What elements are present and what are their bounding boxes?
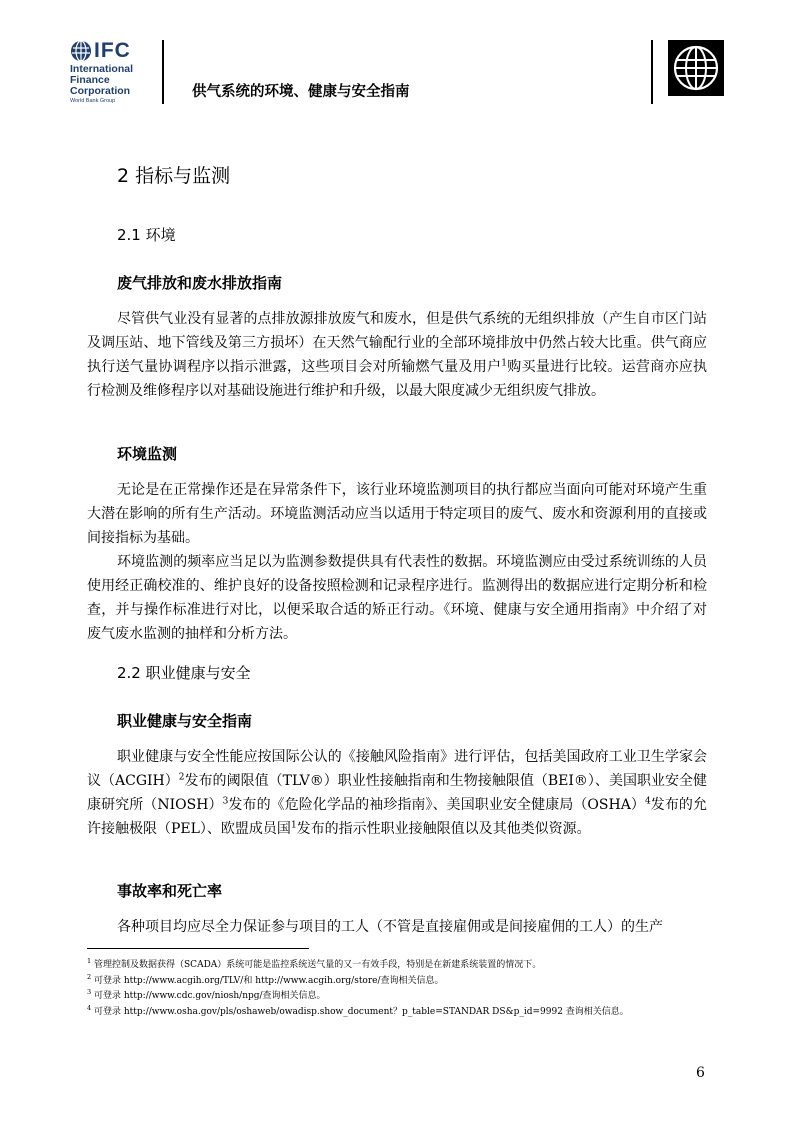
footnote-text: 可登录 http://www.cdc.gov/niosh/npg/查询相关信息。 xyxy=(94,991,326,1001)
ohs-text-e: 发布的指示性职业接触限值以及其他类似资源。 xyxy=(296,821,591,837)
subsection-heading-environment: 2.1 环境 xyxy=(117,226,176,244)
footnote-ref: 1 xyxy=(501,358,508,369)
footnotes xyxy=(87,958,727,1020)
footnote-ref: 3 xyxy=(222,796,229,807)
ifc-line: Finance xyxy=(70,74,110,86)
monitoring-text-1: 无论是在正常操作还是在异常条件下，该行业环境监测项目的执行都应当面向可能对环境产生重大潜在影响的所有生产活动。环境监测活动应当以适用于特定项目的废气、废水和资源利用的直接或间接指标为基础。 xyxy=(87,482,707,546)
footnote-divider xyxy=(87,948,309,949)
ifc-sub: World Bank Group xyxy=(70,98,116,104)
heading-accident: 事故率和死亡率 xyxy=(117,882,223,900)
subsection-heading-ohs: 2.2 职业健康与安全 xyxy=(117,664,251,682)
header-title: 供气系统的环境、健康与安全指南 xyxy=(192,84,410,100)
paragraph-monitoring xyxy=(87,478,707,646)
ohs-text-c: 发布的《危险化学品的袖珍指南》、美国职业安全健康局（OSHA） xyxy=(228,797,645,813)
world-bank-logo xyxy=(668,40,724,96)
ohs-text-a: 职业健康与安全性能应按国际公认的《接触风险指南》进行评估，包括美国政府工业卫生学家会议（ACGIH） xyxy=(87,749,707,789)
emissions-text-tail: 购买量进行比较。运营商亦应执行检测及维修程序以对基础设施进行维护和升级，以最大限度减少无组织废气排放。 xyxy=(87,359,708,399)
footnote-ref: 1 xyxy=(290,820,297,831)
emissions-text: 尽管供气业没有显著的点排放源排放废气和废水，但是供气系统的无组织排放（产生自市区门站及调压站、地下管线及第三方损坏）在天然气输配行业的全部环境排放中仍然占较大比重。供气商应执行送气量协调程序以指示泄露，这些项目会对所输燃气量及用户 xyxy=(87,311,707,375)
ohs-text-d: 发布的允许接触极限（PEL）、欧盟成员国 xyxy=(87,797,708,837)
heading-monitoring: 环境监测 xyxy=(117,445,178,463)
ifc-line: Corporation xyxy=(70,85,131,97)
footnote-item xyxy=(87,1005,727,1021)
footnote-number: 2 xyxy=(87,972,92,981)
footnote-text: 管理控制及数据获得（SCADA）系统可能是监控系统送气量的又一有效手段，特别是在新建系统装置的情况下。 xyxy=(94,960,542,970)
footnote-number: 3 xyxy=(87,988,92,996)
heading-ohs-guide: 职业健康与安全指南 xyxy=(117,712,253,730)
footnote-number: 1 xyxy=(87,957,92,965)
paragraph-ohs xyxy=(87,745,707,841)
page-number: 6 xyxy=(696,1065,705,1081)
heading-emissions: 废气排放和废水排放指南 xyxy=(117,274,283,292)
monitoring-text-2: 环境监测的频率应当足以为监测参数提供具有代表性的数据。环境监测应由受过系统训练的人员使用经正确校准的、维护良好的设备按照检测和记录程序进行。监测得出的数据应进行定期分析和检查，并与操作标准进行对比，以便采取合适的矫正行动。《环境、健康与安全通用指南》中介绍了对废气废水监测的抽样和分析方法。 xyxy=(87,554,707,642)
ifc-line: International xyxy=(70,63,134,75)
accident-text: 各种项目均应尽全力保证参与项目的工人（不管是直接雇佣或是间接雇佣的工人）的生产 xyxy=(117,919,663,935)
footnote-ref: 4 xyxy=(644,796,651,807)
footnote-number: 4 xyxy=(87,1003,92,1012)
ifc-letters: IFC xyxy=(94,39,131,62)
footnote-text: 可登录 http://www.acgih.org/TLV/和 http://www.acgih.org/store/查询相关信息。 xyxy=(94,975,444,986)
footnote-ref: 2 xyxy=(178,772,185,783)
footnote-item xyxy=(87,974,727,990)
ohs-text-b: 发布的阈限值（TLV®）职业性接触指南和生物接触限值（BEI®）、美国职业安全健康研究所（NIOSH） xyxy=(87,773,708,813)
header-divider-left xyxy=(162,40,164,104)
paragraph-accident xyxy=(87,915,707,939)
ifc-logo xyxy=(70,40,165,108)
world-bank-globe-icon xyxy=(668,40,724,96)
header-divider-right xyxy=(651,40,653,104)
paragraph-emissions xyxy=(87,307,707,403)
footnote-text: 可登录 http://www.osha.gov/pls/oshaweb/owadisp.show_document？p_table=STANDAR DS&p_id=9992 查询相关信息。 xyxy=(94,1006,629,1017)
section-heading: 2 指标与监测 xyxy=(117,165,231,187)
footnote-item xyxy=(87,989,727,1005)
footnote-item xyxy=(87,958,727,974)
ifc-globe-icon xyxy=(70,40,92,62)
